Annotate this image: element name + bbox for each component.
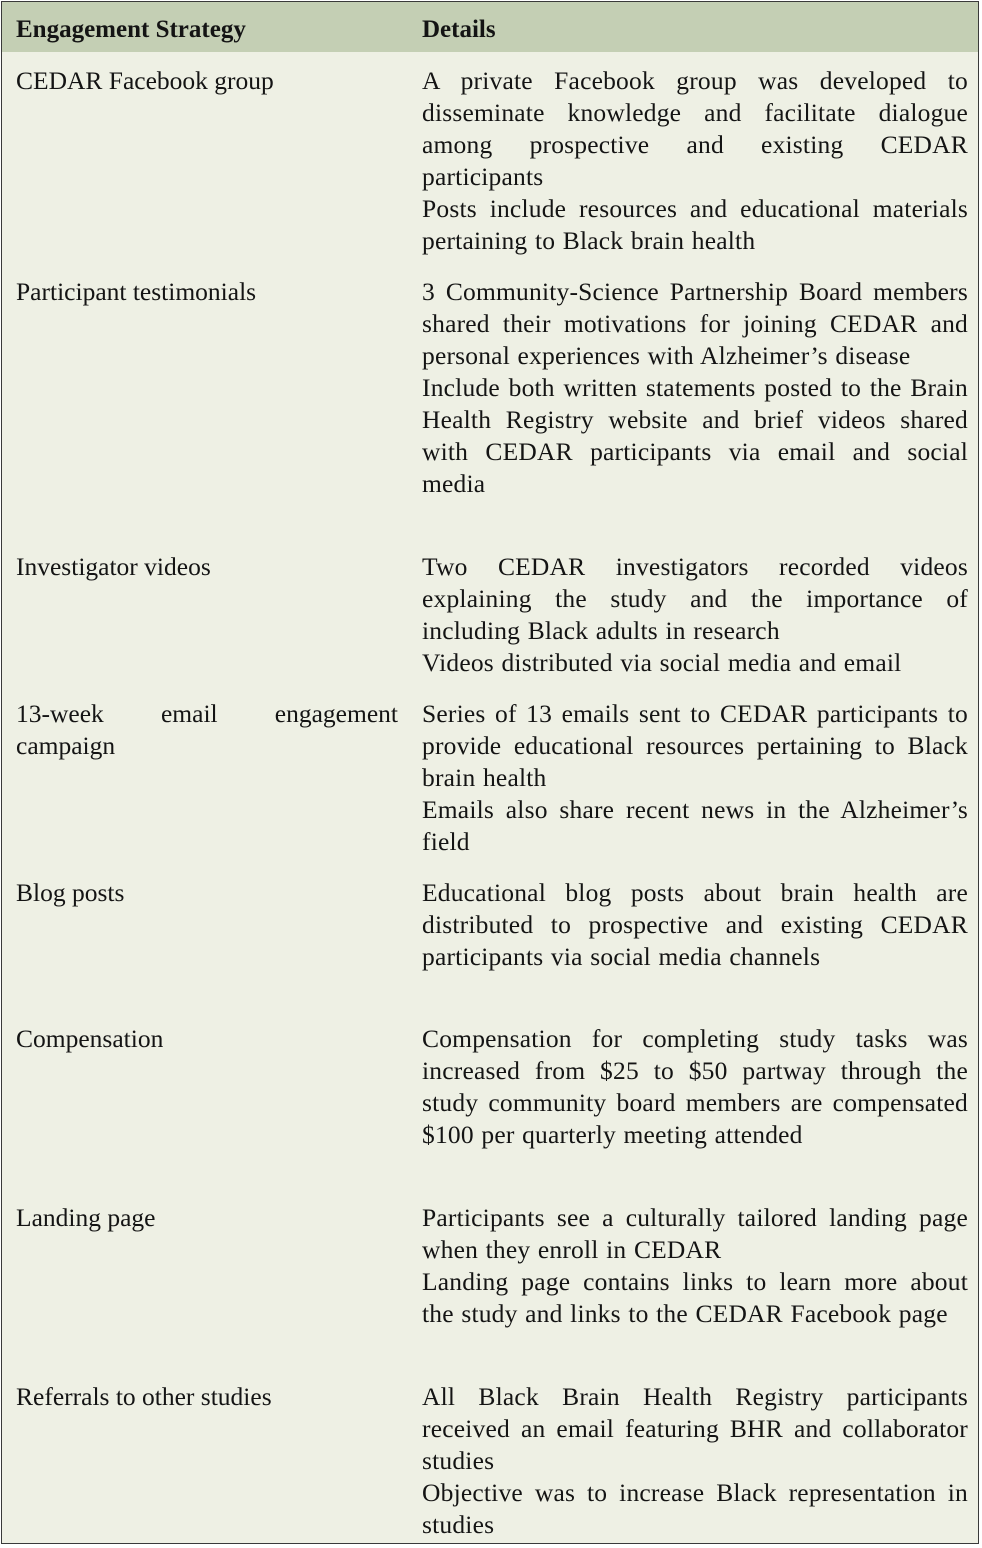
details-paragraph: Posts include resources and educational materials pertaining to Black brain health — [422, 194, 968, 255]
strategy-cell: Referrals to other studies — [16, 1382, 272, 1411]
strategy-cell: 13-week email engagement campaign — [16, 699, 398, 760]
details-paragraph: 3 Community-Science Partnership Board members shared their motivations for joining CEDAR and personal experiences with Alzheimer’s disease — [422, 277, 968, 370]
strategy-cell: Investigator videos — [16, 552, 211, 581]
details-cell — [422, 698, 968, 858]
strategy-cell: Landing page — [16, 1203, 156, 1232]
details-paragraph: Objective was to increase Black representation in studies — [422, 1478, 968, 1539]
details-paragraph: Videos distributed via social media and email — [422, 648, 902, 677]
details-cell — [422, 276, 968, 500]
details-paragraph: Landing page contains links to learn more about the study and links to the CEDAR Facebook page — [422, 1267, 968, 1328]
details-cell — [422, 877, 968, 973]
strategy-cell: Participant testimonials — [16, 277, 257, 306]
details-cell — [422, 65, 968, 257]
strategy-cell: CEDAR Facebook group — [16, 66, 274, 95]
details-paragraph: Include both written statements posted to the Brain Health Registry website and brief videos shared with CEDAR participants via email and social media — [422, 373, 968, 498]
table-header — [2, 2, 978, 52]
strategy-cell: Compensation — [16, 1024, 164, 1053]
details-cell — [422, 551, 968, 679]
details-cell — [422, 1202, 968, 1330]
header-details: Details — [422, 16, 496, 43]
engagement-strategies-table — [1, 1, 979, 1544]
strategy-cell: Blog posts — [16, 878, 125, 907]
details-cell — [422, 1023, 968, 1151]
details-paragraph: Participants see a culturally tailored landing page when they enroll in CEDAR — [422, 1203, 968, 1264]
details-cell — [422, 1381, 968, 1541]
header-engagement-strategy: Engagement Strategy — [16, 16, 246, 43]
details-paragraph: A private Facebook group was developed to disseminate knowledge and facilitate dialogue among prospective and existing CEDAR participants — [422, 66, 968, 191]
details-paragraph: Two CEDAR investigators recorded videos explaining the study and the importance of including Black adults in research — [422, 552, 968, 645]
details-paragraph: Compensation for completing study tasks was increased from $25 to $50 partway through the study community board members are compensated $100 per quarterly meeting attended — [422, 1024, 968, 1149]
details-paragraph: Educational blog posts about brain health are distributed to prospective and existing CEDAR participants via social media channels — [422, 878, 968, 971]
details-paragraph: Emails also share recent news in the Alzheimer’s field — [422, 795, 968, 856]
details-paragraph: Series of 13 emails sent to CEDAR participants to provide educational resources pertaining to Black brain health — [422, 699, 968, 792]
details-paragraph: All Black Brain Health Registry participants received an email featuring BHR and collaborator studies — [422, 1382, 968, 1475]
